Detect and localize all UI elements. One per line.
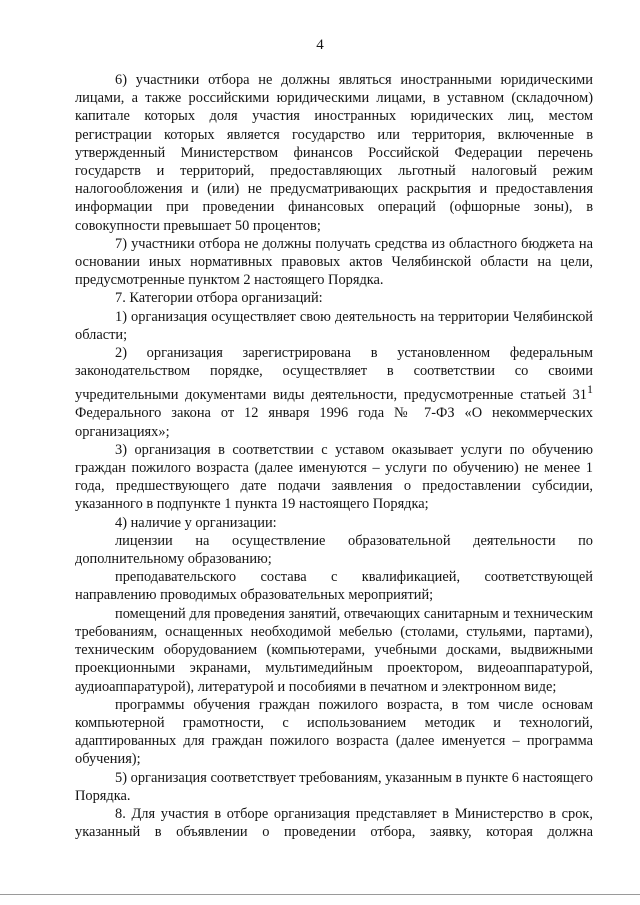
document-body [75, 71, 593, 841]
page-bottom-edge [0, 894, 640, 895]
category-5-compliance: 5) организация соответствует требованиям, указанным в пункте 6 настоящего Порядка. [75, 769, 593, 804]
category-2-text-end: Федерального закона от 12 января 1996 года № 7-ФЗ «О некоммерческих организациях»; [75, 405, 593, 440]
requirement-premises: помещений для проведения занятий, отвечающих санитарным и техническим требованиям, оснащенных необходимой мебелью (столами, стульями, партами), техническим оборудованием (компьютерами, учебными досками, выдвижными проекционными экранами, мультимедийным проектором, видеоаппаратурой, аудиоаппаратурой), литературой и пособиями в печатном и электронном виде; [75, 605, 593, 695]
category-3-training-services: 3) организация в соответствии с уставом оказывает услуги по обучению граждан пожилого возраста (далее именуются – услуги по обучению) не менее 1 года, предшествующего дате подачи заявления о предоставлении субсидии, указанного в подпункте 1 пункта 19 настоящего Порядка; [75, 441, 593, 513]
requirement-training-program: программы обучения граждан пожилого возраста, в том числе основам компьютерной грамотности, с использованием методик и технологий, адаптированных для граждан пожилого возраста (далее именуется – программа обучения); [75, 696, 593, 768]
page-number: 4 [316, 37, 324, 53]
section-7-heading: 7. Категории отбора организаций: [115, 290, 323, 307]
category-2-superscript: 1 [587, 382, 593, 397]
category-1-chelyabinsk: 1) организация осуществляет свою деятельность на территории Челябинской области; [75, 308, 593, 343]
paragraph-6-offshore-restriction: 6) участники отбора не должны являться иностранными юридическими лицами, а также российскими юридическими лицами, в уставном (складочном) капитале которых доля участия иностранных юридических лиц, местом регистрации которых является государство или территория, включенные в утвержденный Министерством финансов Российской Федерации перечень государств и территорий, предоставляющих льготный налоговый режим налогообложения и (или) не предусматривающих раскрытия и предоставления информации при проведении финансовых операций (офшорные зоны), в совокупности превышает 50 процентов; [75, 72, 593, 234]
paragraph-7-budget-restriction: 7) участники отбора не должны получать средства из областного бюджета на основании иных нормативных правовых актов Челябинской области на цели, предусмотренные пунктом 2 настоящего Порядка. [75, 235, 593, 289]
requirement-license: лицензии на осуществление образовательной деятельности по дополнительному образованию; [75, 532, 593, 568]
category-2-registration [75, 344, 593, 441]
category-4-heading: 4) наличие у организации: [115, 514, 277, 531]
section-8-application: 8. Для участия в отборе организация представляет в Министерство в срок, указанный в объявлении о проведении отбора, заявку, которая должна [75, 805, 593, 841]
requirement-teaching-staff: преподавательского состава с квалификацией, соответствующей направлению проводимых образовательных мероприятий; [75, 569, 593, 604]
category-2-text-start: 2) организация зарегистрирована в установленном федеральным законодательством порядке, осуществляет в соответствии со своими учредительными документами виды деятельности, предусмотренные статьей 31 [75, 345, 593, 404]
